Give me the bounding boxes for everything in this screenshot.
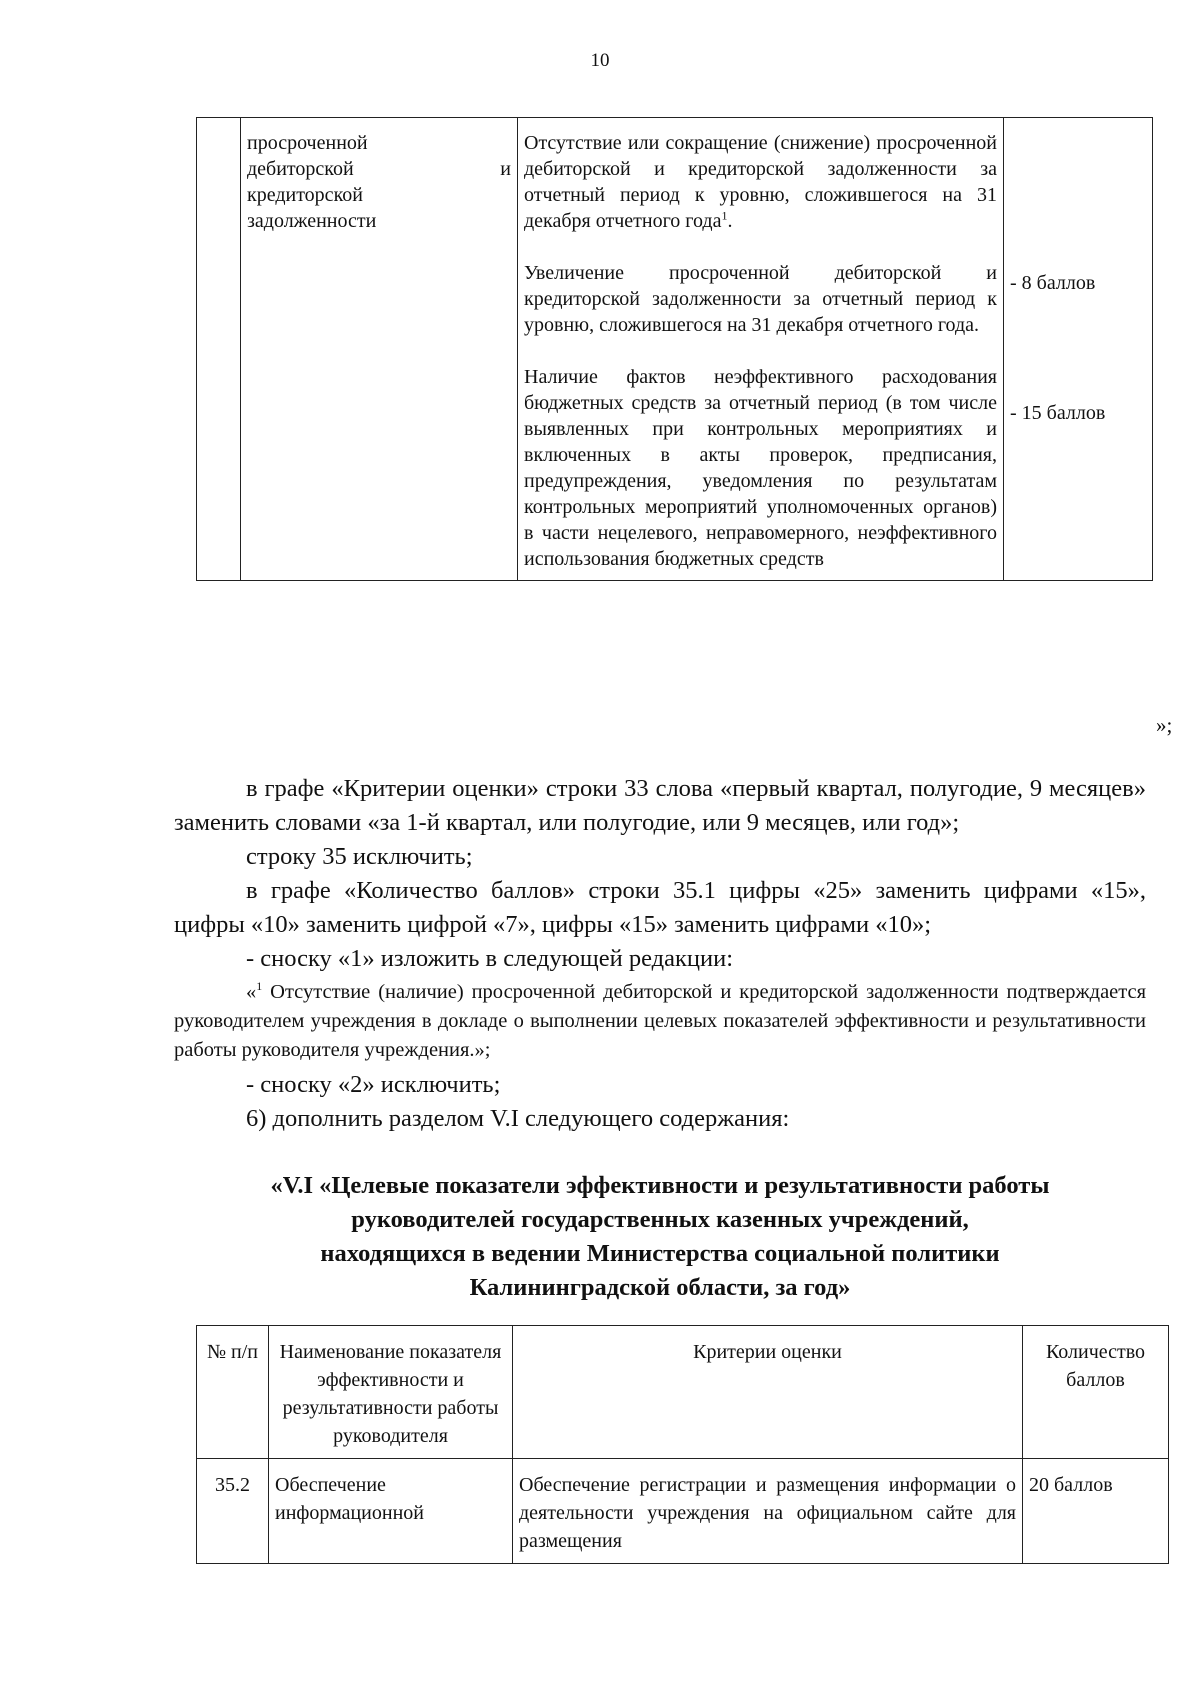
criterion-text: Отсутствие или сокращение (снижение) просроченной дебиторской и кредиторской задолженности за отчетный период к уровню, сложившегося на 31 декабря отчетного года$^1$. xyxy=(524,132,997,232)
heading-line: Калининградской области, за год» xyxy=(469,1274,851,1301)
heading-line: находящихся в ведении Министерства социальной политики xyxy=(320,1240,1000,1267)
table-header-row xyxy=(197,1326,1169,1459)
indicator-conj: и xyxy=(500,158,511,180)
footnote-mark: 1 xyxy=(721,208,728,223)
criterion-text: Наличие фактов неэффективного расходования бюджетных средств за отчетный период (в том числе выявленных при контрольных мероприятиях и включенных в акты проверок, предписания, предупреждения, уведомления по результатам контрольных мероприятий уполномоченных органов) в части нецелевого, неправомерного, неэффективного использования бюджетных средств xyxy=(524,366,997,570)
indicator-line: просроченной xyxy=(247,132,368,154)
row-name: Обеспечение информационной xyxy=(269,1459,513,1564)
indicator-line: задолженности xyxy=(247,210,377,232)
header-name: Наименование показателя эффективности и результативности работы руководителя xyxy=(269,1326,513,1459)
paragraph: 6) дополнить разделом V.I следующего содержания: xyxy=(246,1105,790,1132)
table-row xyxy=(197,1459,1169,1564)
amendment-text xyxy=(174,772,1146,1136)
row-number-cell xyxy=(197,118,241,581)
table-row xyxy=(197,118,1153,581)
score-value: - 8 баллов xyxy=(1010,272,1096,294)
paragraph: строку 35 исключить; xyxy=(246,843,473,870)
row-criteria: Обеспечение регистрации и размещения информации о деятельности учреждения на официальном сайте для размещения xyxy=(513,1459,1023,1564)
paragraph: в графе «Критерии оценки» строки 33 слова «первый квартал, полугодие, 9 месяцев» заменить словами «за 1-й квартал, или полугодие, или 9 месяцев, или год»; xyxy=(174,775,1146,836)
row-num: 35.2 xyxy=(197,1459,269,1564)
section-table xyxy=(196,1325,1169,1564)
header-score: Количество баллов xyxy=(1023,1326,1169,1459)
indicator-line: кредиторской xyxy=(247,184,363,206)
header-criteria: Критерии оценки xyxy=(513,1326,1023,1459)
row-score: 20 баллов xyxy=(1023,1459,1169,1564)
score-cell xyxy=(1004,118,1153,581)
heading-line: «V.I «Целевые показатели эффективности и результативности работы xyxy=(270,1172,1050,1199)
criterion-text: Увеличение просроченной дебиторской и кредиторской задолженности за отчетный период к уровню, сложившегося на 31 декабря отчетного года. xyxy=(524,262,997,336)
score-value: - 15 баллов xyxy=(1010,402,1106,424)
paragraph: - сноску «2» исключить; xyxy=(246,1071,501,1098)
criteria-table-continued xyxy=(196,117,1153,581)
indicator-name-cell xyxy=(241,118,518,581)
page-number: 10 xyxy=(590,50,610,71)
footnote-text: «$^1$ Отсутствие (наличие) просроченной дебиторской и кредиторской задолженности подтверждается руководителем учреждения в докладе о выполнении целевых показателей эффективности и результативности работы руководителя учреждения.»; xyxy=(174,979,1146,1061)
closing-quote: »; xyxy=(1156,713,1173,737)
indicator-line: дебиторской xyxy=(247,158,354,180)
heading-line: руководителей государственных казенных учреждений, xyxy=(351,1206,969,1233)
paragraph: - сноску «1» изложить в следующей редакции: xyxy=(246,945,734,972)
criteria-cell xyxy=(518,118,1004,581)
header-num: № п/п xyxy=(197,1326,269,1459)
section-heading xyxy=(174,1169,1146,1305)
paragraph: в графе «Количество баллов» строки 35.1 цифры «25» заменить цифрами «15», цифры «10» заменить цифрой «7», цифры «15» заменить цифрами «10»; xyxy=(174,877,1146,938)
